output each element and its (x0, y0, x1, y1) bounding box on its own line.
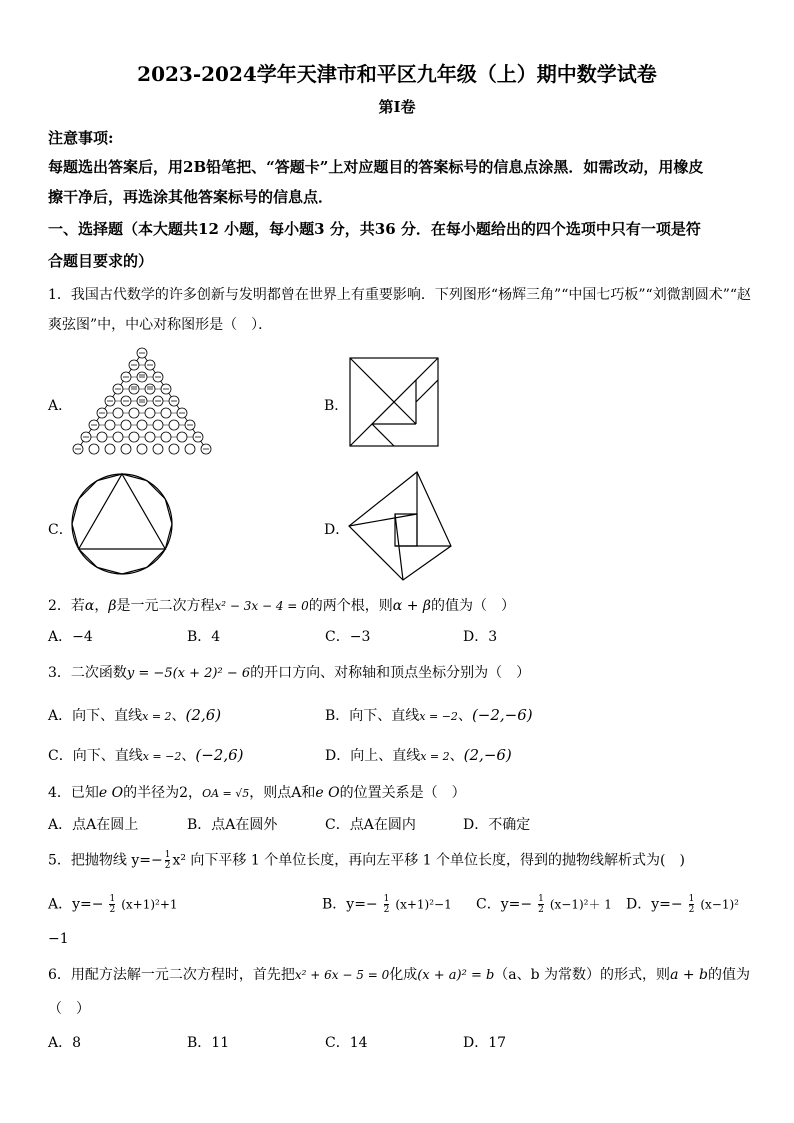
q5-option-b: B．y=− $\frac{1}{2}$ (x+1)²−1 (322, 894, 452, 915)
q3-stem-a: 3．二次函数 (48, 665, 127, 681)
q6-option-c: C．14 (325, 1035, 368, 1051)
q2-alpha: α (84, 598, 95, 614)
q2-stem-b: 是一元二次方程 (116, 598, 215, 614)
q6-stem: 6．用配方法解一元二次方程时，首先把x² + 6x − 5 = 0化成(x + a)² = b（a、b 为常数）的形式，则a + b的值为 (48, 967, 751, 983)
q6-equation: x² + 6x − 5 = 0 (294, 968, 390, 982)
q4-stem: 4．已知e O的半径为2，OA = √5，则点A和e O的位置关系是（ ） (48, 785, 466, 801)
q5-option-d: D．y=− $\frac{1}{2}$ (x−1)² (626, 894, 739, 915)
q5-fraction: $\frac{1}{2}$ (164, 850, 171, 871)
q4-option-b: B．点A在圆外 (187, 817, 278, 833)
notice-line-1: 每题选出答案后，用2B铅笔把、“答题卡”上对应题目的答案标号的信息点涂黑．如需改动，用橡皮 (48, 158, 704, 176)
notice-line-2: 擦干净后，再选涂其他答案标号的信息点． (48, 188, 334, 206)
q2-equation: x² − 3x − 4 = 0 (214, 599, 309, 613)
q2-stem (48, 597, 515, 615)
q6-sum: a + b (670, 967, 709, 983)
q3-function: y = −5(x + 2)² − 6 (126, 666, 251, 681)
section-heading-line-1: 一、选择题（本大题共12 小题，每小题3 分，共36 分．在每小题给出的四个选项中只有一项是符 (48, 220, 701, 238)
q4-option-a: A．点A在圆上 (48, 817, 139, 833)
q6-paren: （ ） (48, 1001, 90, 1017)
q6-option-a: A．8 (48, 1035, 82, 1051)
q6-option-b: B．11 (187, 1035, 230, 1051)
q1-option-a-label: A． (48, 398, 73, 414)
q2-option-c: C．−3 (325, 629, 371, 645)
q4-circle-symbol: e O (98, 785, 124, 801)
q3-option-a: A．向下、直线x = 2、(2,6) (48, 706, 222, 724)
q5-option-d-wrap: −1 (48, 931, 69, 947)
liuhui-circle-figure (70, 470, 174, 578)
q6-form: (x + a)² = b (417, 968, 495, 983)
page-title: 2023-2024学年天津市和平区九年级（上）期中数学试卷 (137, 62, 657, 86)
q4-option-d: D．不确定 (463, 817, 531, 833)
q4-oa-value: OA = √5 (202, 787, 250, 800)
q2-stem-c: 的两个根，则 (308, 598, 393, 614)
q2-stem-a: 2．若 (48, 598, 85, 614)
q5-stem: 5．把抛物线 y=− $\frac{1}{2}$ x² 向下平移 1 个单位长度，再向左平移 1 个单位长度，得到的抛物线解析式为( ) (48, 850, 685, 871)
q4-option-c: C．点A在圆内 (325, 817, 416, 833)
q3-stem (48, 664, 530, 683)
tangram-figure (350, 358, 438, 446)
q2-option-a: A．−4 (48, 629, 93, 645)
q2-option-d: D．3 (463, 629, 498, 645)
q3-option-b: B．向下、直线x = −2、(−2,−6) (325, 706, 533, 724)
q5-option-a: A．y=− $\frac{1}{2}$ (x+1)²+1 (48, 894, 178, 915)
page-subtitle: 第Ⅰ卷 (378, 98, 416, 116)
q1-option-c-label: C． (48, 522, 73, 538)
q6-option-d: D．17 (463, 1035, 507, 1051)
q1-stem-line-1: 1．我国古代数学的许多创新与发明都曾在世界上有重要影响．下列图形“杨辉三角”“中国七巧板”“刘微割圆术”“赵 (48, 287, 752, 303)
q3-stem-b: 的开口方向、对称轴和顶点坐标分别为（ ） (250, 665, 531, 681)
q1-option-b-label: B． (324, 398, 349, 414)
q5-option-c: C．y=− $\frac{1}{2}$ (x−1)²＋ 1 (476, 894, 612, 915)
q2-option-b: B．4 (187, 629, 221, 645)
section-heading-line-2: 合题目要求的） (48, 252, 154, 270)
q2-comma: ， (94, 598, 109, 614)
q1-option-d-label: D． (324, 522, 350, 538)
q3-option-c: C．向下、直线x = −2、(−2,6) (48, 746, 244, 764)
q2-beta: β (108, 598, 117, 614)
zhaoshuang-figure (347, 470, 455, 582)
q2-stem-d: 的值为（ ） (430, 598, 515, 614)
q2-sum: α + β (392, 598, 431, 614)
notice-heading: 注意事项: (48, 129, 114, 147)
q1-stem-line-2: 爽弦图”中，中心对称图形是（ ）． (48, 317, 273, 333)
yanghui-triangle-figure (70, 345, 215, 457)
q3-option-d: D．向上、直线x = 2、(2,−6) (325, 746, 512, 764)
